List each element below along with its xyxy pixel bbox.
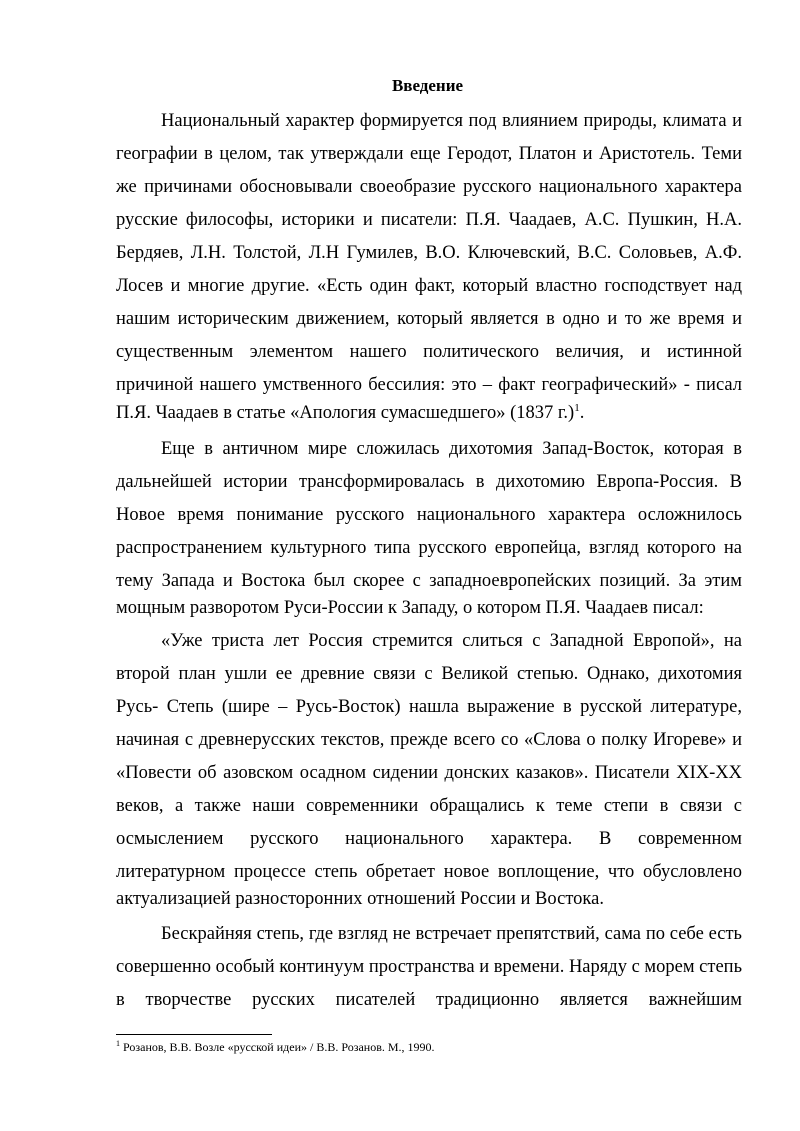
line-end-period: . (579, 403, 585, 423)
paragraph-line: Еще в античном мире сложилась дихотомия Запад-Восток, которая в (161, 439, 742, 459)
page-title: Введение (391, 76, 464, 95)
line-text: П.Я. Чаадаев в статье «Апология сумасшедшего» (1837 г.) (116, 403, 575, 423)
footnote-separator (116, 1034, 272, 1035)
paragraph-line: же причинами обосновывали своеобразие русского национального характера (116, 177, 742, 197)
paragraph-line: второй план ушли ее древние связи с Великой степью. Однако, дихотомия (116, 664, 742, 684)
paragraph-line: существенным элементом нашего политического величия, и истинной (116, 342, 742, 362)
paragraph-line: тему Запада и Востока был скорее с западноевропейских позиций. За этим (116, 571, 742, 591)
paragraph-line: «Повести об азовском осадном сидении донских казаков». Писатели XIX-XX (116, 763, 742, 783)
paragraph-line: «Уже триста лет Россия стремится слиться с Западной Европой», на (161, 631, 742, 651)
paragraph-line: совершенно особый континуум пространства и времени. Наряду с морем степь (116, 957, 743, 977)
footnote-marker[interactable]: 1 (574, 401, 580, 414)
paragraph-line: нашим историческим движением, который является в одно и то же время и (116, 309, 742, 329)
paragraph-line-last: мощным разворотом Руси-России к Западу, о котором П.Я. Чаадаев писал: (116, 598, 704, 618)
paragraph-line-last (116, 401, 742, 425)
paragraph-line: Русь- Степь (шире – Русь-Восток) нашла выражение в русской литературе, (116, 697, 742, 717)
footnote-text: Розанов, В.В. Возле «русской идеи» / В.В. Розанов. М., 1990. (120, 1040, 435, 1054)
paragraph-line: веков, а также наши современники обращались к теме степи в связи с (116, 796, 742, 816)
paragraph-line: русские философы, историки и писатели: П.Я. Чаадаев, А.С. Пушкин, Н.А. (116, 210, 742, 230)
paragraph-line: дальнейшей истории трансформировалась в дихотомию Европа-Россия. В (116, 472, 742, 492)
paragraph-line: Лосев и многие другие. «Есть один факт, который властно господствует над (116, 276, 742, 296)
paragraph-line: литературном процессе степь обретает новое воплощение, что обусловлено (116, 862, 742, 882)
paragraph-line: Бердяев, Л.Н. Толстой, Л.Н Гумилев, В.О. Ключевский, В.С. Соловьев, А.Ф. (116, 243, 742, 263)
paragraph-line-last: актуализацией разносторонних отношений России и Востока. (116, 889, 604, 909)
paragraph-line: осмыслением русского национального характера. В современном (116, 829, 742, 849)
paragraph-line: Национальный характер формируется под влиянием природы, климата и (161, 111, 742, 131)
paragraph-line: Бескрайняя степь, где взгляд не встречает препятствий, сама по себе есть (161, 924, 742, 944)
paragraph-line: в творчестве русских писателей традиционно является важнейшим (116, 990, 742, 1010)
footnote (116, 1039, 435, 1055)
paragraph-line: распространением культурного типа русского европейца, взгляд которого на (116, 538, 742, 558)
paragraph-line: причиной нашего умственного бессилия: это – факт географический» - писал (116, 375, 742, 395)
paragraph-line: начиная с древнерусских текстов, прежде всего со «Слова о полку Игореве» и (116, 730, 742, 750)
paragraph-line: Новое время понимание русского национального характера осложнилось (116, 505, 742, 525)
footnote-number: 1 (116, 1039, 120, 1048)
paragraph-line: географии в целом, так утверждали еще Геродот, Платон и Аристотель. Теми (116, 144, 742, 164)
